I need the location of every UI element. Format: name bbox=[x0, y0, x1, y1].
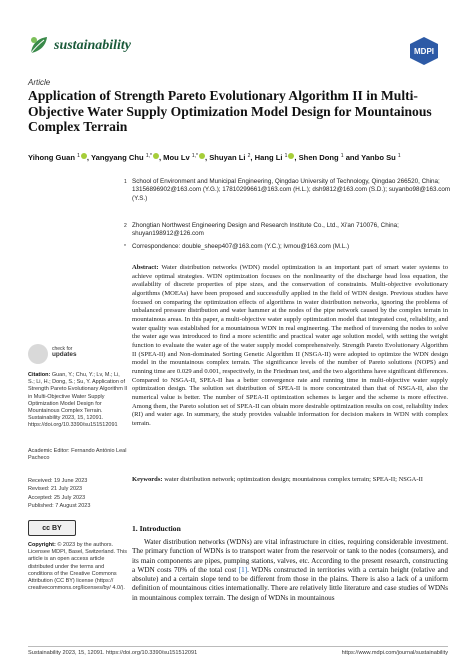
author-name[interactable]: Shuyan Li $^2$ bbox=[209, 153, 251, 162]
citation-block bbox=[28, 372, 128, 430]
date-accepted: Accepted: 25 July 2023 bbox=[28, 494, 86, 501]
citation-link[interactable]: [1] bbox=[238, 565, 248, 574]
citation-text: Guan, Y.; Chu, Y.; Lv, M.; Li, S.; Li, H.; Dong, S.; Su, Y. Application of Strength Pareto Evolutionary Algorithm II in Multi-Objective Water Supply Optimization Model Design for Mountainous Complex Terrain. Sustainability 2023, 15, 12091. https://doi.org/10.3390/su151512091 bbox=[28, 372, 128, 429]
author-affiliation-sup: 1 bbox=[397, 153, 401, 159]
journal-logo-icon bbox=[28, 34, 50, 56]
keywords-text: water distribution network; optimization design; mountainous complex terrain; SPEA-II; NSGA-II bbox=[164, 476, 423, 483]
footer-journal-url[interactable]: https://www.mdpi.com/journal/sustainability bbox=[341, 650, 448, 656]
author-name[interactable]: Yihong Guan $^1$ bbox=[28, 153, 87, 162]
mdpi-logo[interactable] bbox=[408, 36, 440, 66]
editor-name: Fernando António Leal Pacheco bbox=[28, 448, 127, 462]
affiliation-text: Zhongtian Northwest Engineering Design and Research Institute Co., Ltd., Xi'an 710076, China; shuyan198912@126.com bbox=[132, 222, 399, 238]
orcid-icon[interactable] bbox=[81, 153, 87, 159]
correspondence-marker: * bbox=[124, 244, 126, 250]
copyright-text: © 2023 by the authors. Licensee MDPI, Basel, Switzerland. This article is an open access article distributed under the terms and conditions of the Creative Commons Attribution (CC BY) license (https:// creativecommons.org/licenses/by/ 4.0/). bbox=[28, 542, 127, 592]
citation-label: Citation: bbox=[28, 372, 51, 378]
orcid-icon[interactable] bbox=[153, 153, 159, 159]
check-updates-line1: check for bbox=[52, 346, 73, 352]
copyright-block bbox=[28, 542, 128, 592]
correspondence-text: Correspondence: double_sheep407@163.com (Y.C.); lvmou@163.com (M.L.) bbox=[132, 243, 350, 250]
intro-paragraph bbox=[132, 538, 448, 603]
keywords bbox=[132, 476, 448, 485]
author-affiliation-sup: 1 bbox=[284, 153, 288, 159]
abstract-text: Water distribution networks (WDN) model optimization is an important part of smart water systems to achieve optimal strategies. WDN optimization focuses on the nonlinearity of the discharge head loss equation, the availability of discrete properties of pipe sizes, and the conservation of constraints. Multi-objective evolutionary algorithms (MOEAs) have been proposed and successfully applied in the field of WDN design. Previous studies have focused on comparing the optimization effects of algorithms in water distribution networks, ignoring the problems of unbalanced pressure distribution and water hammer at the nodes of the pipe network caused by the complex terrain in mountainous areas. In this paper, a multi-objective water supply optimization model that integrated cost, reliability, and water quality was established for a mountainous WDN in real engineering. The method of traversing the nodes to solve the water age was introduced to find a more scientific and practical water age solution model, with setting the weight function to evaluate the water age of the water supply model comprehensively. Strength Pareto Evolutionary Algorithm II (SPEA-II) and Non-dominated Sorting Genetic Algorithm II (NSGA-II) were adopted to optimize the WDN design model in the mountainous complex terrain. The significance levels of the number of Pareto solutions (NOPS) and running time are 0.029 and 0.001, respectively, in the Friedman test, and the two algorithms have significant differences. Compared to NSGA-II, SPEA-II has a better convergence rate and running time in multi-objective water supply optimization design. The solution set distribution of SPEA-II is more concentrated than that of NSGA-II, also the numerical value is better. The number of SPEA-II optimization schemes is larger and the scheme is more effective. Among them, the Pareto solution set of SPEA-II can obtain more desirable optimization results on cost, reliability index (RI) and water age. In summary, the study provides valuable information for decision makers in WDN with complex terrain. bbox=[132, 264, 448, 427]
editor-label: Academic Editor: bbox=[28, 448, 70, 454]
author-list: Yihong Guan $^1$ , Yangyang Chu $^{1,*}$ , Mou Lv $^{1,*}$ , Shuyan Li $^2$, Hang Li $^1$ , Shen Dong $^1$ and Yanbo Su $^1$ bbox=[28, 153, 401, 162]
date-revised: Revised: 21 July 2023 bbox=[28, 486, 83, 493]
author-name[interactable]: Shen Dong $^1$ bbox=[298, 153, 344, 162]
author-name[interactable]: Mou Lv $^{1,*}$ bbox=[163, 153, 205, 162]
footer-citation[interactable]: Sustainability 2023, 15, 12091. https://doi.org/10.3390/su151512091 bbox=[28, 650, 198, 656]
author-affiliation-sup: 1,* bbox=[191, 153, 198, 159]
affiliation-number: 2 bbox=[124, 223, 127, 229]
author-name[interactable]: Hang Li $^1$ bbox=[255, 153, 295, 162]
affiliation-1 bbox=[124, 178, 462, 203]
date-received: Received: 19 June 2023 bbox=[28, 478, 88, 484]
correspondence bbox=[124, 243, 462, 251]
orcid-icon[interactable] bbox=[288, 153, 294, 159]
author-affiliation-sup: 1 bbox=[77, 153, 80, 159]
section-heading: 1. Introduction bbox=[132, 524, 181, 533]
orcid-icon[interactable] bbox=[199, 153, 205, 159]
check-updates-label bbox=[52, 346, 77, 358]
check-updates-line2: updates bbox=[52, 351, 77, 358]
publication-dates bbox=[28, 477, 128, 510]
author-affiliation-sup: 2 bbox=[247, 153, 251, 159]
copyright-label: Copyright: bbox=[28, 542, 56, 548]
author-affiliation-sup: 1,* bbox=[145, 153, 152, 159]
academic-editor bbox=[28, 448, 128, 462]
journal-name[interactable]: sustainability bbox=[54, 38, 132, 53]
mdpi-label: MDPI bbox=[414, 46, 434, 56]
abstract-label: Abstract: bbox=[132, 264, 159, 271]
intro-text-a: Water distribution networks (WDNs) are vital infrastructure in cities, requiring considerable investment. The primary function of WDNs is to transport water from the reservoir or tank to the nodes (consumers), and its main components are pipes, pumping stations, valves, etc. According to the present research, constructing a WDN costs 70% of the total cost bbox=[132, 538, 448, 574]
author-name[interactable]: Yanbo Su $^1$ bbox=[361, 153, 401, 162]
affiliation-2 bbox=[124, 222, 462, 239]
author-name[interactable]: Yangyang Chu $^{1,*}$ bbox=[91, 153, 159, 162]
keywords-label: Keywords: bbox=[132, 476, 163, 483]
paper-title: Application of Strength Pareto Evolutionary Algorithm II in Multi-Objective Water Supply Optimization Model Design for Mountainous Complex Terrain bbox=[28, 88, 432, 134]
footer-divider bbox=[28, 646, 448, 647]
affiliation-number: 1 bbox=[124, 179, 127, 185]
affiliation-text: School of Environment and Municipal Engineering, Qingdao University of Technology, Qingdao 266520, China; 13156896902@163.com (Y.G.); 17810299661@163.com (H.L.); dsh9812@163.com (S.D.); suyanbo98@163.com (Y.S.) bbox=[132, 178, 451, 202]
check-updates-icon bbox=[28, 344, 48, 364]
abstract bbox=[132, 264, 448, 428]
intro-text-b: . WDNs constructed in territories with a certain height (relative and absolute) and a certain slope tend to be different from those in the plains. There is also a lack of a uniform definition of mountainous cities internationally. There are relatively little literature and case studies of WDNs in mountainous complex terrain. The design of WDNs in mountainous bbox=[132, 565, 449, 602]
cc-license-badge[interactable]: cc BY bbox=[28, 520, 76, 536]
author-affiliation-sup: 1 bbox=[340, 153, 344, 159]
date-published: Published: 7 August 2023 bbox=[28, 502, 91, 509]
article-type: Article bbox=[28, 78, 51, 87]
